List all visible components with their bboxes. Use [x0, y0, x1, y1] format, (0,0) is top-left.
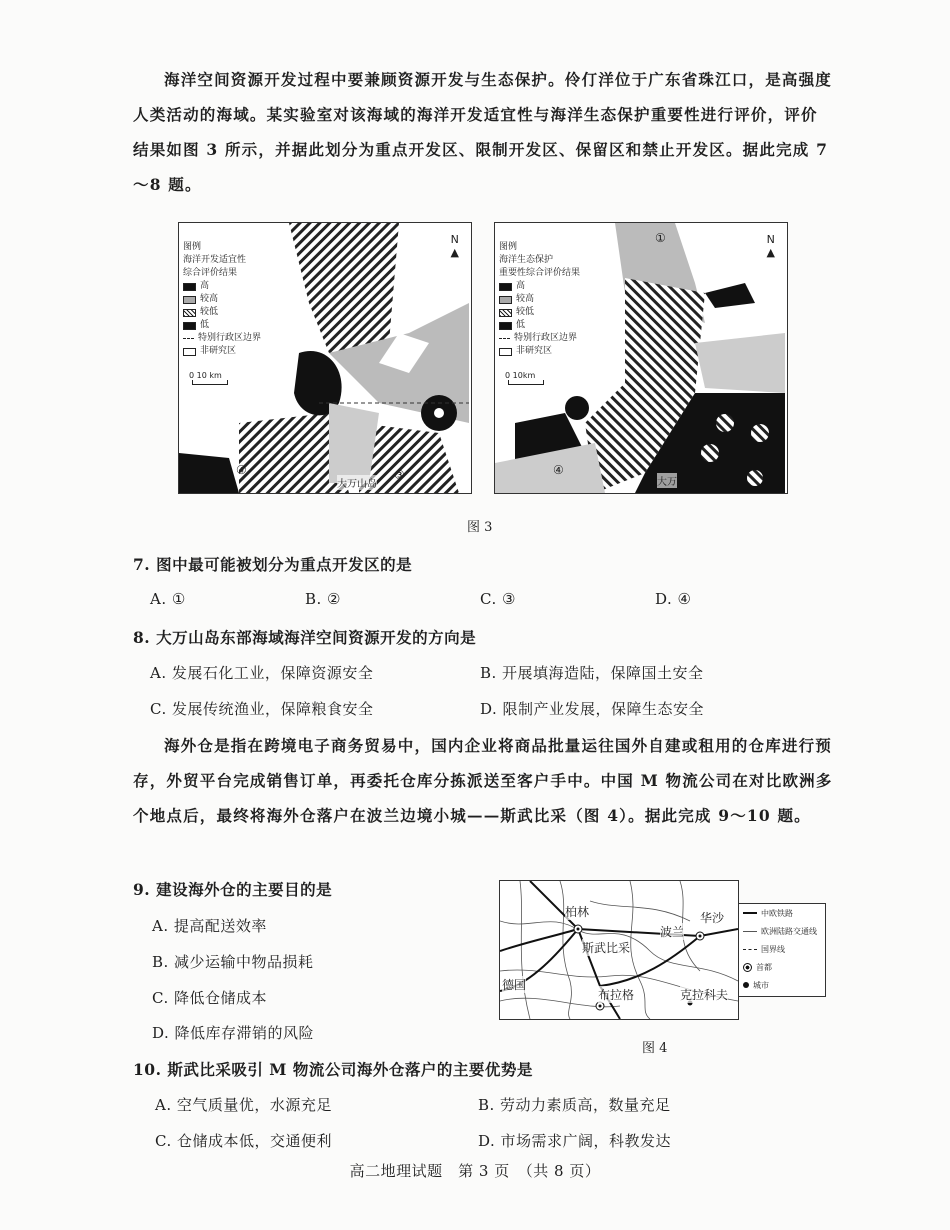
city-icon	[743, 982, 749, 988]
legend-subtitle: 综合评价结果	[183, 268, 238, 278]
legend-item-medium-low: 较低	[499, 306, 580, 319]
legend-subtitle: 海洋生态保护	[499, 255, 554, 265]
intro-paragraph-2	[133, 728, 833, 833]
q7-option-c: C. ③	[480, 590, 516, 608]
legend-item-non-study: 非研究区	[499, 345, 580, 358]
legend-item-medium-high: 较高	[183, 293, 261, 306]
intro-paragraph-1	[133, 62, 833, 202]
legend-title: 图例	[499, 242, 518, 252]
place-label-dawanshan: 大万山岛	[337, 475, 377, 490]
q9-option-a: A. 提高配送效率	[152, 917, 267, 935]
country-label-germany: 德国	[502, 978, 527, 992]
legend-item-high: 高	[499, 280, 580, 293]
legend-item-capital: 首都	[739, 958, 825, 976]
q9-option-b: B. 减少运输中物品损耗	[152, 953, 314, 971]
legend-item-low: 低	[183, 319, 261, 332]
q7-option-b: B. ②	[305, 590, 342, 608]
legend-item-low: 低	[499, 319, 580, 332]
map-marker-1: ①	[655, 231, 666, 245]
map-marker-4: ④	[236, 463, 247, 477]
intro-text-2: 海外仓是指在跨境电子商务贸易中，国内企业将商品批量运往国外自建或租用的仓库进行预存，外贸平台完成销售订单，再委托仓库分拣派送至客户手中。中国 M 物流公司在对比欧洲多个地点后，最终将海外仓落户在波兰边境小城——斯武比采（图 4）。据此完成 9～10 题。	[133, 736, 833, 825]
figure4-map-central-europe	[499, 880, 739, 1020]
city-label-swiebodzice: 斯武比采	[582, 941, 631, 955]
scale-bar: 0 10km	[505, 371, 544, 385]
q10-option-a: A. 空气质量优，水源充足	[155, 1096, 332, 1114]
q8-option-c: C. 发展传统渔业，保障粮食安全	[150, 700, 374, 718]
intro-text-1: 海洋空间资源开发过程中要兼顾资源开发与生态保护。伶仃洋位于广东省珠江口，是高强度人类活动的海域。某实验室对该海域的海洋开发适宜性与海洋生态保护重要性进行评价，评价结果如图 3 所示，并据此划分为重点开发区、限制开发区、保留区和禁止开发区。据此完成 7～8 题。	[133, 70, 833, 194]
q10-option-b: B. 劳动力素质高，数量充足	[478, 1096, 671, 1114]
legend-subtitle: 重要性综合评价结果	[499, 268, 581, 278]
map-left-legend	[183, 241, 261, 358]
q9-option-d: D. 降低库存滞销的风险	[152, 1024, 315, 1042]
place-label-dawan: 大万	[657, 473, 677, 488]
question-10-stem: 10. 斯武比采吸引 M 物流公司海外仓落户的主要优势是	[133, 1060, 533, 1079]
legend-item-medium-low: 较低	[183, 306, 261, 319]
q8-option-d: D. 限制产业发展，保障生态安全	[480, 700, 705, 718]
map-marker-4: ④	[553, 463, 564, 477]
north-arrow-icon: N ▲	[766, 233, 775, 259]
map-right-legend	[499, 241, 580, 358]
q10-option-c: C. 仓储成本低，交通便利	[155, 1132, 332, 1150]
city-label-krakow: 克拉科夫	[680, 988, 729, 1002]
legend-item-sar-boundary: 特别行政区边界	[499, 332, 580, 345]
capital-icon	[743, 963, 752, 972]
legend-item-high: 高	[183, 280, 261, 293]
north-arrow-icon: N ▲	[450, 233, 459, 259]
q7-option-d: D. ④	[655, 590, 692, 608]
q9-option-c: C. 降低仓储成本	[152, 989, 267, 1007]
legend-item-non-study: 非研究区	[183, 345, 261, 358]
question-9-stem: 9. 建设海外仓的主要目的是	[133, 880, 333, 899]
legend-item-national-border: 国界线	[739, 940, 825, 958]
legend-item-medium-high: 较高	[499, 293, 580, 306]
q8-option-a: A. 发展石化工业，保障资源安全	[150, 664, 374, 682]
figure3-caption: 图 3	[467, 520, 493, 535]
legend-subtitle: 海洋开发适宜性	[183, 255, 247, 265]
page-footer: 高二地理试题 第 3 页 （共 8 页）	[349, 1162, 601, 1180]
city-label-warsaw: 华沙	[700, 911, 725, 925]
map-marker-3: ③	[394, 468, 405, 482]
question-8-stem: 8. 大万山岛东部海域海洋空间资源开发的方向是	[133, 628, 477, 647]
legend-title: 图例	[183, 242, 202, 252]
legend-item-china-europe-railway: 中欧铁路	[739, 904, 825, 922]
q7-option-a: A. ①	[150, 590, 186, 608]
question-7-stem: 7. 图中最可能被划分为重点开发区的是	[133, 555, 413, 574]
figure3-map-development-suitability	[178, 222, 472, 494]
legend-item-european-land-route: 欧洲陆路交通线	[739, 922, 825, 940]
legend-item-sar-boundary: 特别行政区边界	[183, 332, 261, 345]
figure3-map-ecological-protection	[494, 222, 788, 494]
legend-item-city: 城市	[739, 976, 825, 994]
q8-option-b: B. 开展填海造陆，保障国土安全	[480, 664, 704, 682]
figure4-legend	[738, 903, 826, 997]
q10-option-d: D. 市场需求广阔，科教发达	[478, 1132, 672, 1150]
figure4-caption: 图 4	[642, 1041, 668, 1056]
scale-bar: 0 10 km	[189, 371, 228, 385]
city-label-berlin: 柏林	[565, 905, 590, 919]
country-label-poland: 波兰	[660, 925, 685, 939]
city-label-prague: 布拉格	[598, 988, 635, 1002]
